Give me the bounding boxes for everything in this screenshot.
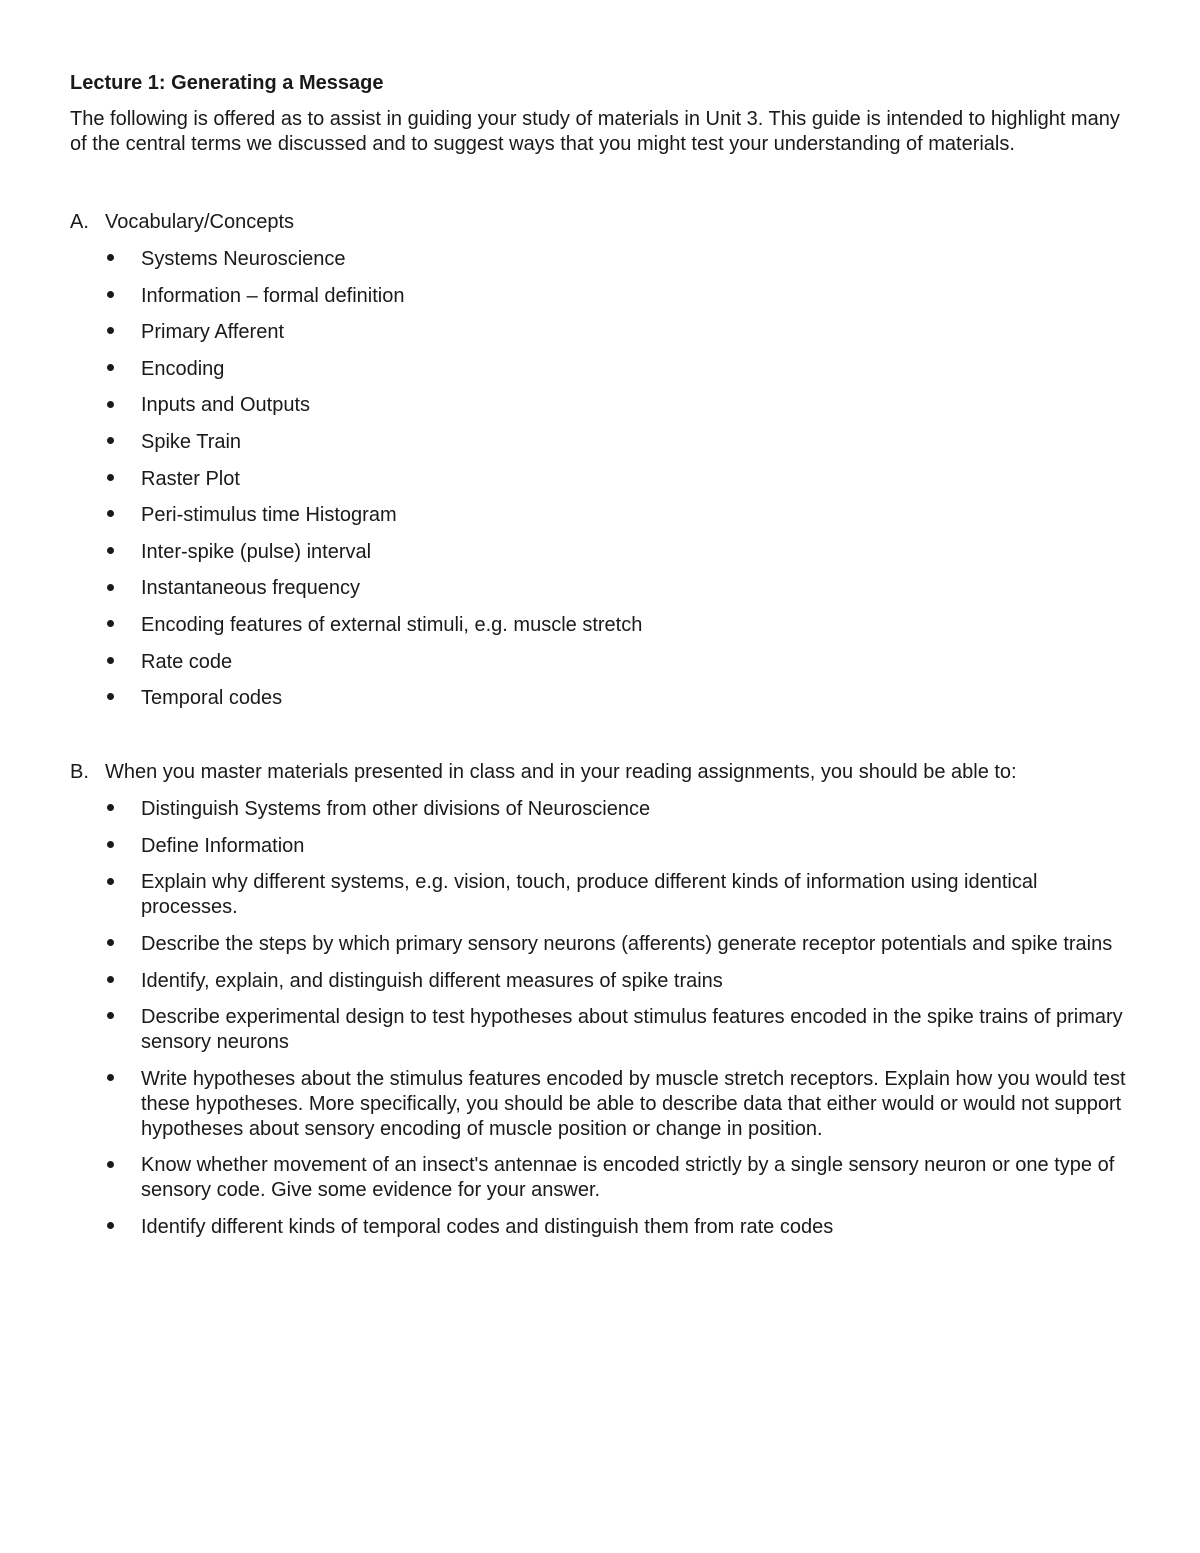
- list-item: Encoding features of external stimuli, e.g. muscle stretch: [70, 613, 1130, 638]
- bullet-icon: [104, 1153, 116, 1178]
- bullet-icon: [104, 430, 116, 455]
- bullet-icon: [104, 357, 116, 382]
- section-title: Vocabulary/Concepts: [105, 211, 295, 233]
- bullet-icon: [104, 576, 116, 601]
- bullet-icon: [104, 686, 116, 711]
- bullet-icon: [104, 247, 116, 272]
- bullet-icon: [104, 1215, 116, 1240]
- list-item: Raster Plot: [70, 467, 1130, 492]
- bullet-icon: [104, 870, 116, 895]
- list-item: Temporal codes: [70, 686, 1130, 711]
- list-item: Know whether movement of an insect's antennae is encoded strictly by a single sensory neuron or one type of sensory code. Give some evidence for your answer.: [70, 1153, 1130, 1203]
- bullet-icon: [104, 969, 116, 994]
- list-item: Instantaneous frequency: [70, 576, 1130, 601]
- bullet-icon: [104, 650, 116, 675]
- vocabulary-list: [70, 247, 1130, 711]
- list-item: Inputs and Outputs: [70, 393, 1130, 418]
- bullet-icon: [104, 834, 116, 859]
- list-item: Spike Train: [70, 430, 1130, 455]
- section-letter: A.: [70, 211, 89, 233]
- bullet-icon: [104, 467, 116, 492]
- bullet-icon: [104, 797, 116, 822]
- section-letter: B.: [70, 761, 89, 784]
- list-item: Rate code: [70, 650, 1130, 675]
- intro-paragraph: The following is offered as to assist in guiding your study of materials in Unit 3. This guide is intended to highlight many of the central terms we discussed and to suggest ways that you might test your understanding of materials.: [70, 108, 1120, 155]
- list-item: Information – formal definition: [70, 284, 1130, 309]
- list-item: Explain why different systems, e.g. vision, touch, produce different kinds of information using identical processes.: [70, 870, 1130, 920]
- bullet-icon: [104, 613, 116, 638]
- section-vocabulary: [70, 210, 1130, 711]
- list-item: Encoding: [70, 357, 1130, 382]
- list-item: Describe the steps by which primary sensory neurons (afferents) generate receptor potentials and spike trains: [70, 932, 1130, 957]
- list-item: Identify different kinds of temporal codes and distinguish them from rate codes: [70, 1215, 1130, 1240]
- objectives-list: [70, 797, 1130, 1240]
- section-heading: [70, 210, 1130, 235]
- bullet-icon: [104, 932, 116, 957]
- bullet-icon: [104, 393, 116, 418]
- list-item: Systems Neuroscience: [70, 247, 1130, 272]
- list-item: Describe experimental design to test hypotheses about stimulus features encoded in the spike trains of primary sensory neurons: [70, 1005, 1130, 1055]
- bullet-icon: [104, 1067, 116, 1092]
- list-item: Define Information: [70, 834, 1130, 859]
- document-title: Lecture 1: Generating a Message: [70, 72, 384, 94]
- section-title: When you master materials presented in class and in your reading assignments, you should be able to:: [105, 761, 1017, 784]
- bullet-icon: [104, 1005, 116, 1030]
- list-item: Distinguish Systems from other divisions of Neuroscience: [70, 797, 1130, 822]
- document-page: [70, 70, 1130, 1240]
- list-item: Primary Afferent: [70, 320, 1130, 345]
- list-item: Identify, explain, and distinguish different measures of spike trains: [70, 969, 1130, 994]
- section-learning-objectives: [70, 760, 1130, 1240]
- list-item: Peri-stimulus time Histogram: [70, 503, 1130, 528]
- bullet-icon: [104, 503, 116, 528]
- section-heading: [70, 760, 1130, 785]
- bullet-icon: [104, 540, 116, 565]
- bullet-icon: [104, 284, 116, 309]
- list-item: Inter-spike (pulse) interval: [70, 540, 1130, 565]
- list-item: Write hypotheses about the stimulus features encoded by muscle stretch receptors. Explain how you would test these hypotheses. More specifically, you should be able to describe data that either would or would not support hypotheses about sensory encoding of muscle position or change in position.: [70, 1067, 1130, 1142]
- bullet-icon: [104, 320, 116, 345]
